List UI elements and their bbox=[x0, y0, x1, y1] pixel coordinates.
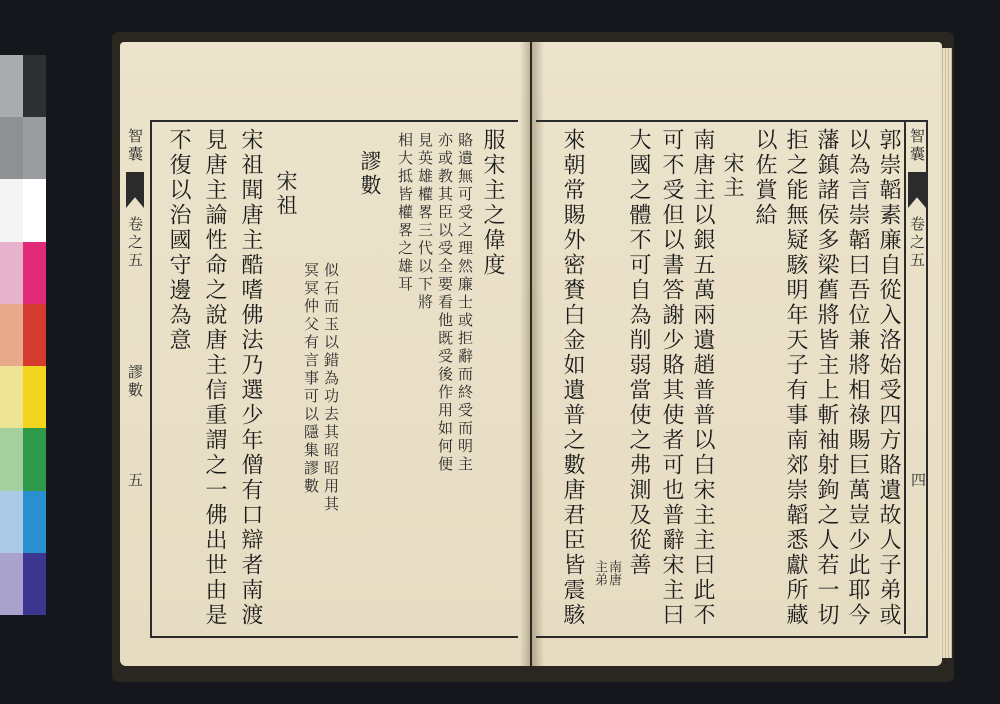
text-column: 來朝常賜外密賚白金如遺普之數唐君臣皆震駭 bbox=[560, 128, 585, 628]
page-edges bbox=[940, 48, 952, 658]
color-swatch bbox=[0, 179, 23, 241]
color-swatch bbox=[0, 491, 23, 553]
color-swatch bbox=[23, 179, 46, 241]
color-swatch bbox=[23, 366, 46, 428]
text-column: 見唐主論性命之說唐主信重謂之一佛出世由是 bbox=[202, 128, 227, 628]
color-swatch bbox=[23, 55, 46, 117]
color-swatch-row bbox=[0, 117, 46, 179]
commentary-column: 亦或教其臣以受全要看他既受後作用如何便 bbox=[436, 132, 454, 474]
color-swatch bbox=[23, 428, 46, 490]
left-margin-folio: 五 bbox=[126, 472, 144, 490]
text-column: 拒之能無疑駭明年天子有事南郊崇韜悉獻所藏 bbox=[783, 128, 808, 628]
section-heading: 宋祖 bbox=[274, 170, 298, 218]
left-margin-volume: 卷之五 bbox=[126, 216, 144, 270]
color-swatch bbox=[0, 366, 23, 428]
color-swatch-row bbox=[0, 242, 46, 304]
color-swatch bbox=[0, 117, 23, 179]
left-margin-column bbox=[120, 120, 150, 634]
section-heading: 宋主 bbox=[721, 152, 745, 200]
text-column: 南唐主以銀五萬兩遺趙普普以白宋主主曰此不 bbox=[690, 128, 715, 628]
fishtail-mark bbox=[126, 172, 144, 208]
color-swatch bbox=[0, 304, 23, 366]
fishtail-mark bbox=[908, 172, 926, 208]
text-column: 郭崇韜素廉自從入洛始受四方賂遺故人子弟或 bbox=[876, 128, 901, 628]
interlinear-annotation: 南唐 bbox=[606, 560, 621, 586]
color-swatch bbox=[23, 553, 46, 615]
right-margin-column bbox=[904, 120, 928, 634]
commentary-column: 見英雄權畧三代以下將 bbox=[416, 132, 434, 312]
commentary-column: 冥冥仲父有言事可以隱集謬數 bbox=[302, 262, 320, 496]
color-swatch bbox=[0, 242, 23, 304]
color-swatch bbox=[23, 491, 46, 553]
section-heading: 謬數 bbox=[358, 150, 382, 198]
color-swatch-row bbox=[0, 491, 46, 553]
color-swatch-row bbox=[0, 304, 46, 366]
color-swatch bbox=[0, 428, 23, 490]
left-margin-section: 謬數 bbox=[126, 364, 144, 400]
text-column: 宋祖聞唐主酷嗜佛法乃選少年僧有口辯者南渡 bbox=[238, 128, 263, 628]
color-swatch bbox=[0, 55, 23, 117]
text-column: 可不受但以書答謝少賂其使者可也普辭宋主曰 bbox=[659, 128, 684, 628]
right-margin-volume: 卷之五 bbox=[908, 216, 926, 270]
text-column: 藩鎮諸侯多梁舊將皆主上斬袖射鉤之人若一切 bbox=[814, 128, 839, 628]
commentary-column: 似石而玉以錯為功去其昭昭用其 bbox=[322, 262, 340, 514]
interlinear-annotation: 主弟 bbox=[592, 560, 607, 586]
color-swatch bbox=[23, 304, 46, 366]
commentary-column: 相大抵皆權畧之雄耳 bbox=[396, 132, 414, 294]
color-swatch bbox=[23, 242, 46, 304]
color-swatch-row bbox=[0, 179, 46, 241]
text-column: 服宋主之偉度 bbox=[480, 128, 505, 278]
color-swatch-row bbox=[0, 55, 46, 117]
text-column: 不復以治國守邊為意 bbox=[166, 128, 191, 353]
color-swatch-row bbox=[0, 366, 46, 428]
right-margin-title: 智囊 bbox=[908, 128, 926, 164]
left-margin-title: 智囊 bbox=[126, 128, 144, 164]
color-swatch-row bbox=[0, 553, 46, 615]
text-column: 以佐賞給 bbox=[752, 128, 777, 228]
right-margin-folio: 四 bbox=[909, 472, 927, 490]
text-column: 以為言崇韜曰吾位兼將相祿賜巨萬豈少此耶今 bbox=[845, 128, 870, 628]
color-swatch bbox=[23, 117, 46, 179]
color-swatch bbox=[0, 553, 23, 615]
color-swatch-row bbox=[0, 428, 46, 490]
color-calibration-chart bbox=[0, 55, 46, 615]
text-column: 大國之體不可自為削弱當使之弗測及從善 bbox=[626, 128, 651, 578]
commentary-column: 賂遺無可受之理然廉士或拒辭而終受而明主 bbox=[456, 132, 474, 474]
